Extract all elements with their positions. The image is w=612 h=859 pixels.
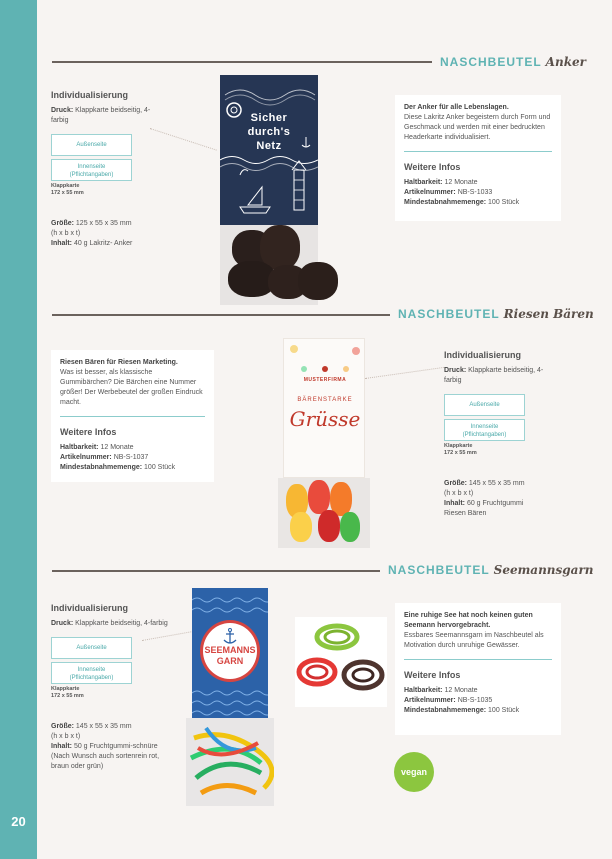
infobox-riesen-baeren	[51, 350, 214, 482]
anker-card-text: Sicher durch's Netz	[247, 112, 291, 152]
side-strip	[0, 0, 37, 859]
indiv-heading: Individualisierung	[51, 603, 129, 613]
groesse-info: Größe: 145 x 55 x 35 mm (h x b x t)	[51, 723, 132, 740]
seemannsgarn-header-card	[192, 588, 268, 718]
mindestabnahme: Mindestabnahmemenge: 100 Stück	[404, 199, 520, 206]
section-rule	[52, 61, 432, 63]
weitere-infos-heading: Weitere Infos	[60, 427, 117, 437]
gummibaer	[308, 480, 330, 514]
dotted-connector	[365, 367, 444, 379]
anchor-icon	[203, 627, 257, 647]
infobox-seemannsgarn	[395, 603, 561, 735]
indiv-heading: Individualisierung	[51, 90, 129, 100]
card-line1: BÄRENSTARKE	[297, 397, 353, 403]
groesse-info: Größe: 125 x 55 x 35 mm (h x b x t)	[51, 220, 132, 237]
gummibaer	[290, 512, 312, 542]
section-title-anker: NASCHBEUTEL Anker	[440, 55, 586, 69]
artikelnummer: Artikelnummer: NB-S-1035	[404, 697, 493, 704]
section-rule	[52, 314, 390, 316]
inhalt-info: Inhalt: 60 g Fruchtgummi Riesen Bären	[444, 500, 524, 517]
vegan-badge: vegan	[394, 752, 434, 792]
lakritz-anker-single	[298, 262, 338, 300]
aussenseite-button[interactable]: Außenseite	[51, 637, 132, 659]
haltbarkeit: Haltbarkeit: 12 Monate	[404, 687, 478, 694]
klappkarte-note: Klappkarte 172 x 55 mm	[51, 183, 84, 196]
section-rule	[52, 570, 380, 572]
druck-info: Druck: Klappkarte beidseitig, 4-farbig	[51, 620, 168, 627]
individualisierung-anker	[51, 90, 161, 249]
groesse-info: Größe: 145 x 55 x 35 mm (h x b x t)	[444, 480, 525, 497]
weitere-infos-heading: Weitere Infos	[404, 670, 461, 680]
klappkarte-note: Klappkarte 172 x 55 mm	[444, 443, 477, 456]
innenseite-button[interactable]: Innenseite (Pflichtangaben)	[51, 159, 132, 181]
divider	[404, 151, 552, 152]
infobox-anker	[395, 95, 561, 221]
lead-text: Riesen Bären für Riesen Marketing. Was ist besser, als klassische Gummibärchen? Die Bärchen eine Nummer größer! Der Werbebeutel der großen Eindruck macht.	[60, 359, 203, 406]
seemannsgarn-product-photo	[295, 617, 387, 707]
lead-text: Der Anker für alle Lebenslagen. Diese Lakritz Anker begeistern durch Form und Geschmack und werden mit einer bedruckten Headerkarte individualisiert.	[404, 104, 551, 141]
page-number: 20	[11, 814, 26, 829]
aussenseite-button[interactable]: Außenseite	[444, 394, 525, 416]
section-title-riesen-baeren: NASCHBEUTEL Riesen Bären	[398, 307, 594, 321]
artikelnummer: Artikelnummer: NB-S-1033	[404, 189, 493, 196]
baeren-bag	[278, 478, 370, 548]
fruchtgummi-strings	[186, 718, 274, 806]
indiv-heading: Individualisierung	[444, 350, 522, 360]
artikelnummer: Artikelnummer: NB-S-1037	[60, 454, 149, 461]
mindestabnahme: Mindestabnahmemenge: 100 Stück	[404, 707, 520, 714]
anker-header-card	[220, 75, 318, 225]
individualisierung-riesen-baeren	[444, 350, 554, 519]
baeren-header-card	[283, 338, 365, 478]
mindestabnahme: Mindestabnahmemenge: 100 Stück	[60, 464, 176, 471]
card-line2: Grüsse	[289, 407, 361, 431]
aussenseite-button[interactable]: Außenseite	[51, 134, 132, 156]
gummibaer	[318, 510, 340, 542]
card-brand: MUSTERFIRMA	[303, 377, 347, 383]
individualisierung-seemannsgarn	[51, 603, 169, 772]
divider	[60, 416, 205, 417]
lead-text: Eine ruhige See hat noch keinen guten Seemann hervorgebracht. Essbares Seemannsgarn im Naschbeutel als Motivation durch unruhige Gewässer.	[404, 612, 544, 649]
gummibaer	[340, 512, 360, 542]
candy-coils	[295, 617, 387, 707]
inhalt-info: Inhalt: 50 g Fruchtgummi-schnüre (Nach Wunsch auch sortenrein rot, braun oder grün)	[51, 743, 160, 770]
inhalt-info: Inhalt: 40 g Lakritz- Anker	[51, 240, 133, 247]
seemannsgarn-label-circle	[200, 620, 260, 682]
innenseite-button[interactable]: Innenseite (Pflichtangaben)	[444, 419, 525, 441]
weitere-infos-heading: Weitere Infos	[404, 162, 461, 172]
klappkarte-note: Klappkarte 172 x 55 mm	[51, 686, 84, 699]
haltbarkeit: Haltbarkeit: 12 Monate	[60, 444, 134, 451]
haltbarkeit: Haltbarkeit: 12 Monate	[404, 179, 478, 186]
section-title-seemannsgarn: NASCHBEUTEL Seemannsgarn	[388, 563, 594, 577]
gummibaer-decoration	[284, 339, 366, 379]
divider	[404, 659, 552, 660]
druck-info: Druck: Klappkarte beidseitig, 4-farbig	[51, 107, 151, 124]
druck-info: Druck: Klappkarte beidseitig, 4-farbig	[444, 367, 544, 384]
innenseite-button[interactable]: Innenseite (Pflichtangaben)	[51, 662, 132, 684]
card-text: SEEMANNS GARN	[204, 645, 256, 666]
seemannsgarn-bag	[186, 718, 274, 806]
